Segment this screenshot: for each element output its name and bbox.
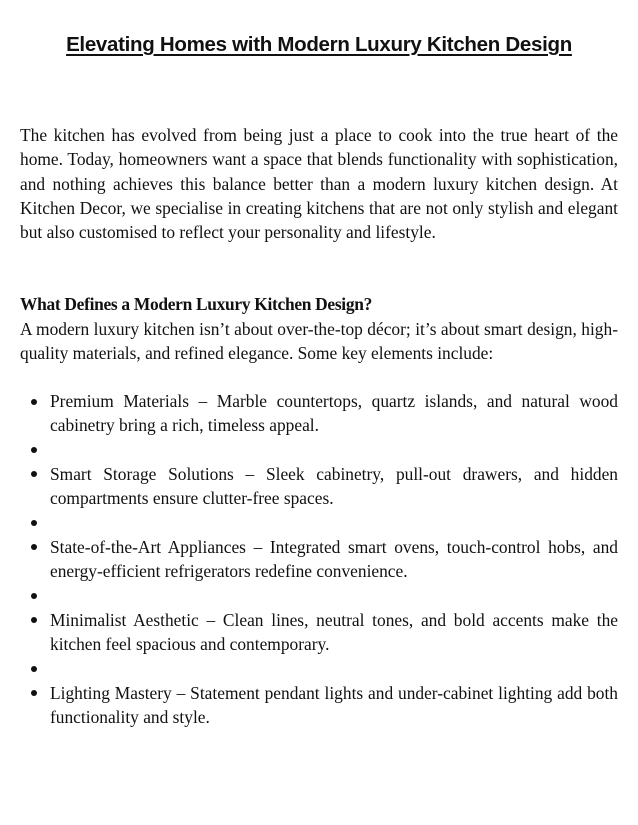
list-item <box>20 656 618 680</box>
section-heading: What Defines a Modern Luxury Kitchen Design? <box>20 294 373 314</box>
list-item <box>20 583 618 607</box>
bullet-icon <box>31 520 37 526</box>
key-elements-list <box>20 389 618 729</box>
list-item <box>20 510 618 534</box>
list-item-text: Smart Storage Solutions – Sleek cabinetry, pull-out drawers, and hidden compartments ensure clutter-free spaces. <box>50 463 618 509</box>
document-title: Elevating Homes with Modern Luxury Kitchen Design <box>66 33 572 56</box>
bullet-icon <box>31 617 37 623</box>
list-item <box>20 608 618 657</box>
list-item-text: State-of-the-Art Appliances – Integrated smart ovens, touch-control hobs, and energy-efficient refrigerators redefine convenience. <box>50 536 618 582</box>
bullet-icon <box>31 690 37 696</box>
bullet-icon <box>31 399 37 405</box>
list-item-text: Lighting Mastery – Statement pendant lights and under-cabinet lighting add both functionality and style. <box>50 682 618 727</box>
bullet-icon <box>31 544 37 550</box>
list-item <box>20 438 618 462</box>
bullet-icon <box>31 666 37 672</box>
bullet-icon <box>31 447 37 453</box>
list-item <box>20 535 618 584</box>
intro-paragraph: The kitchen has evolved from being just a place to cook into the true heart of the home. Today, homeowners want a space that blends functionality with sophistication, and nothing achieves this balance better than a modern luxury kitchen design. At Kitchen Decor, we specialise in creating kitchens that are not only stylish and elegant but also customised to reflect your personality and lifestyle. <box>20 125 618 243</box>
list-item <box>20 462 618 511</box>
bullet-icon <box>31 593 37 599</box>
section-intro-paragraph: A modern luxury kitchen isn’t about over-the-top décor; it’s about smart design, high-quality materials, and refined elegance. Some key elements include: <box>20 319 618 364</box>
list-item <box>20 389 618 438</box>
list-item <box>20 681 618 730</box>
list-item-text: Minimalist Aesthetic – Clean lines, neutral tones, and bold accents make the kitchen feel spacious and contemporary. <box>50 609 618 654</box>
bullet-icon <box>31 471 37 477</box>
list-item-text: Premium Materials – Marble countertops, quartz islands, and natural wood cabinetry bring a rich, timeless appeal. <box>50 391 618 436</box>
